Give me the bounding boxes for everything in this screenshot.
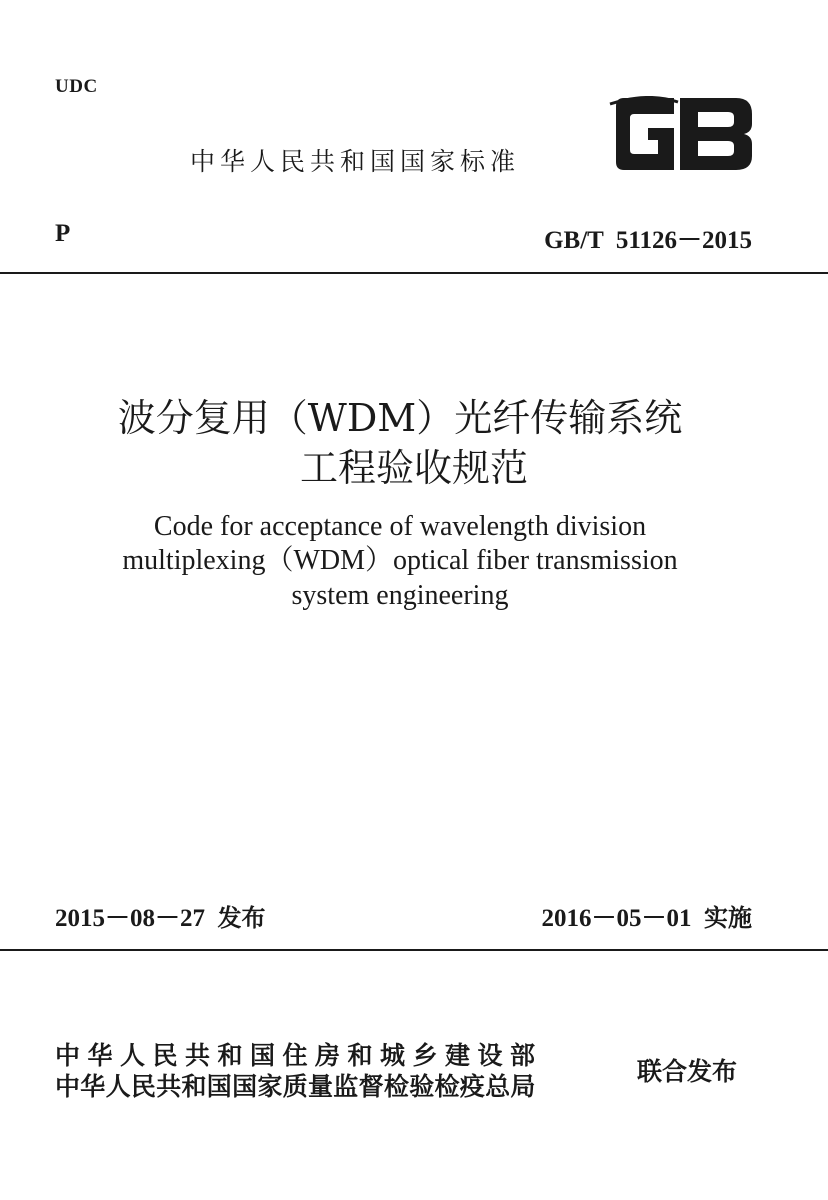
title-english-line-2: multiplexing（WDM）optical fiber transmission (122, 545, 678, 576)
issue-date: 2015－08－27 (55, 905, 206, 932)
bottom-divider (0, 949, 828, 951)
udc-label: UDC (55, 76, 98, 97)
issue-date-block (55, 898, 266, 934)
implement-label: 实施 (704, 904, 752, 932)
implement-date-block (541, 898, 752, 934)
national-standard-heading: 中华人民共和国国家标准 (190, 147, 521, 176)
joint-issue-label: 联合发布 (637, 1057, 738, 1086)
issue-label: 发布 (217, 904, 266, 932)
top-divider (0, 272, 828, 274)
title-english-line-1: Code for acceptance of wavelength division (153, 511, 647, 542)
classification-code: P (55, 220, 71, 247)
title-chinese-line-2: 工程验收规范 (299, 446, 528, 490)
issuer-ministry-housing: 中华人民共和国住房和城乡建设部 (55, 1041, 543, 1070)
standard-number: GB/T 51126－2015 (544, 227, 752, 254)
issuer-aqsiq: 中华人民共和国国家质量监督检验检疫总局 (55, 1072, 536, 1101)
gb-logo-icon (608, 96, 756, 172)
implement-date: 2016－05－01 (541, 905, 692, 932)
title-english-line-3: system engineering (291, 580, 509, 611)
title-chinese-line-1: 波分复用（WDM）光纤传输系统 (117, 396, 683, 440)
